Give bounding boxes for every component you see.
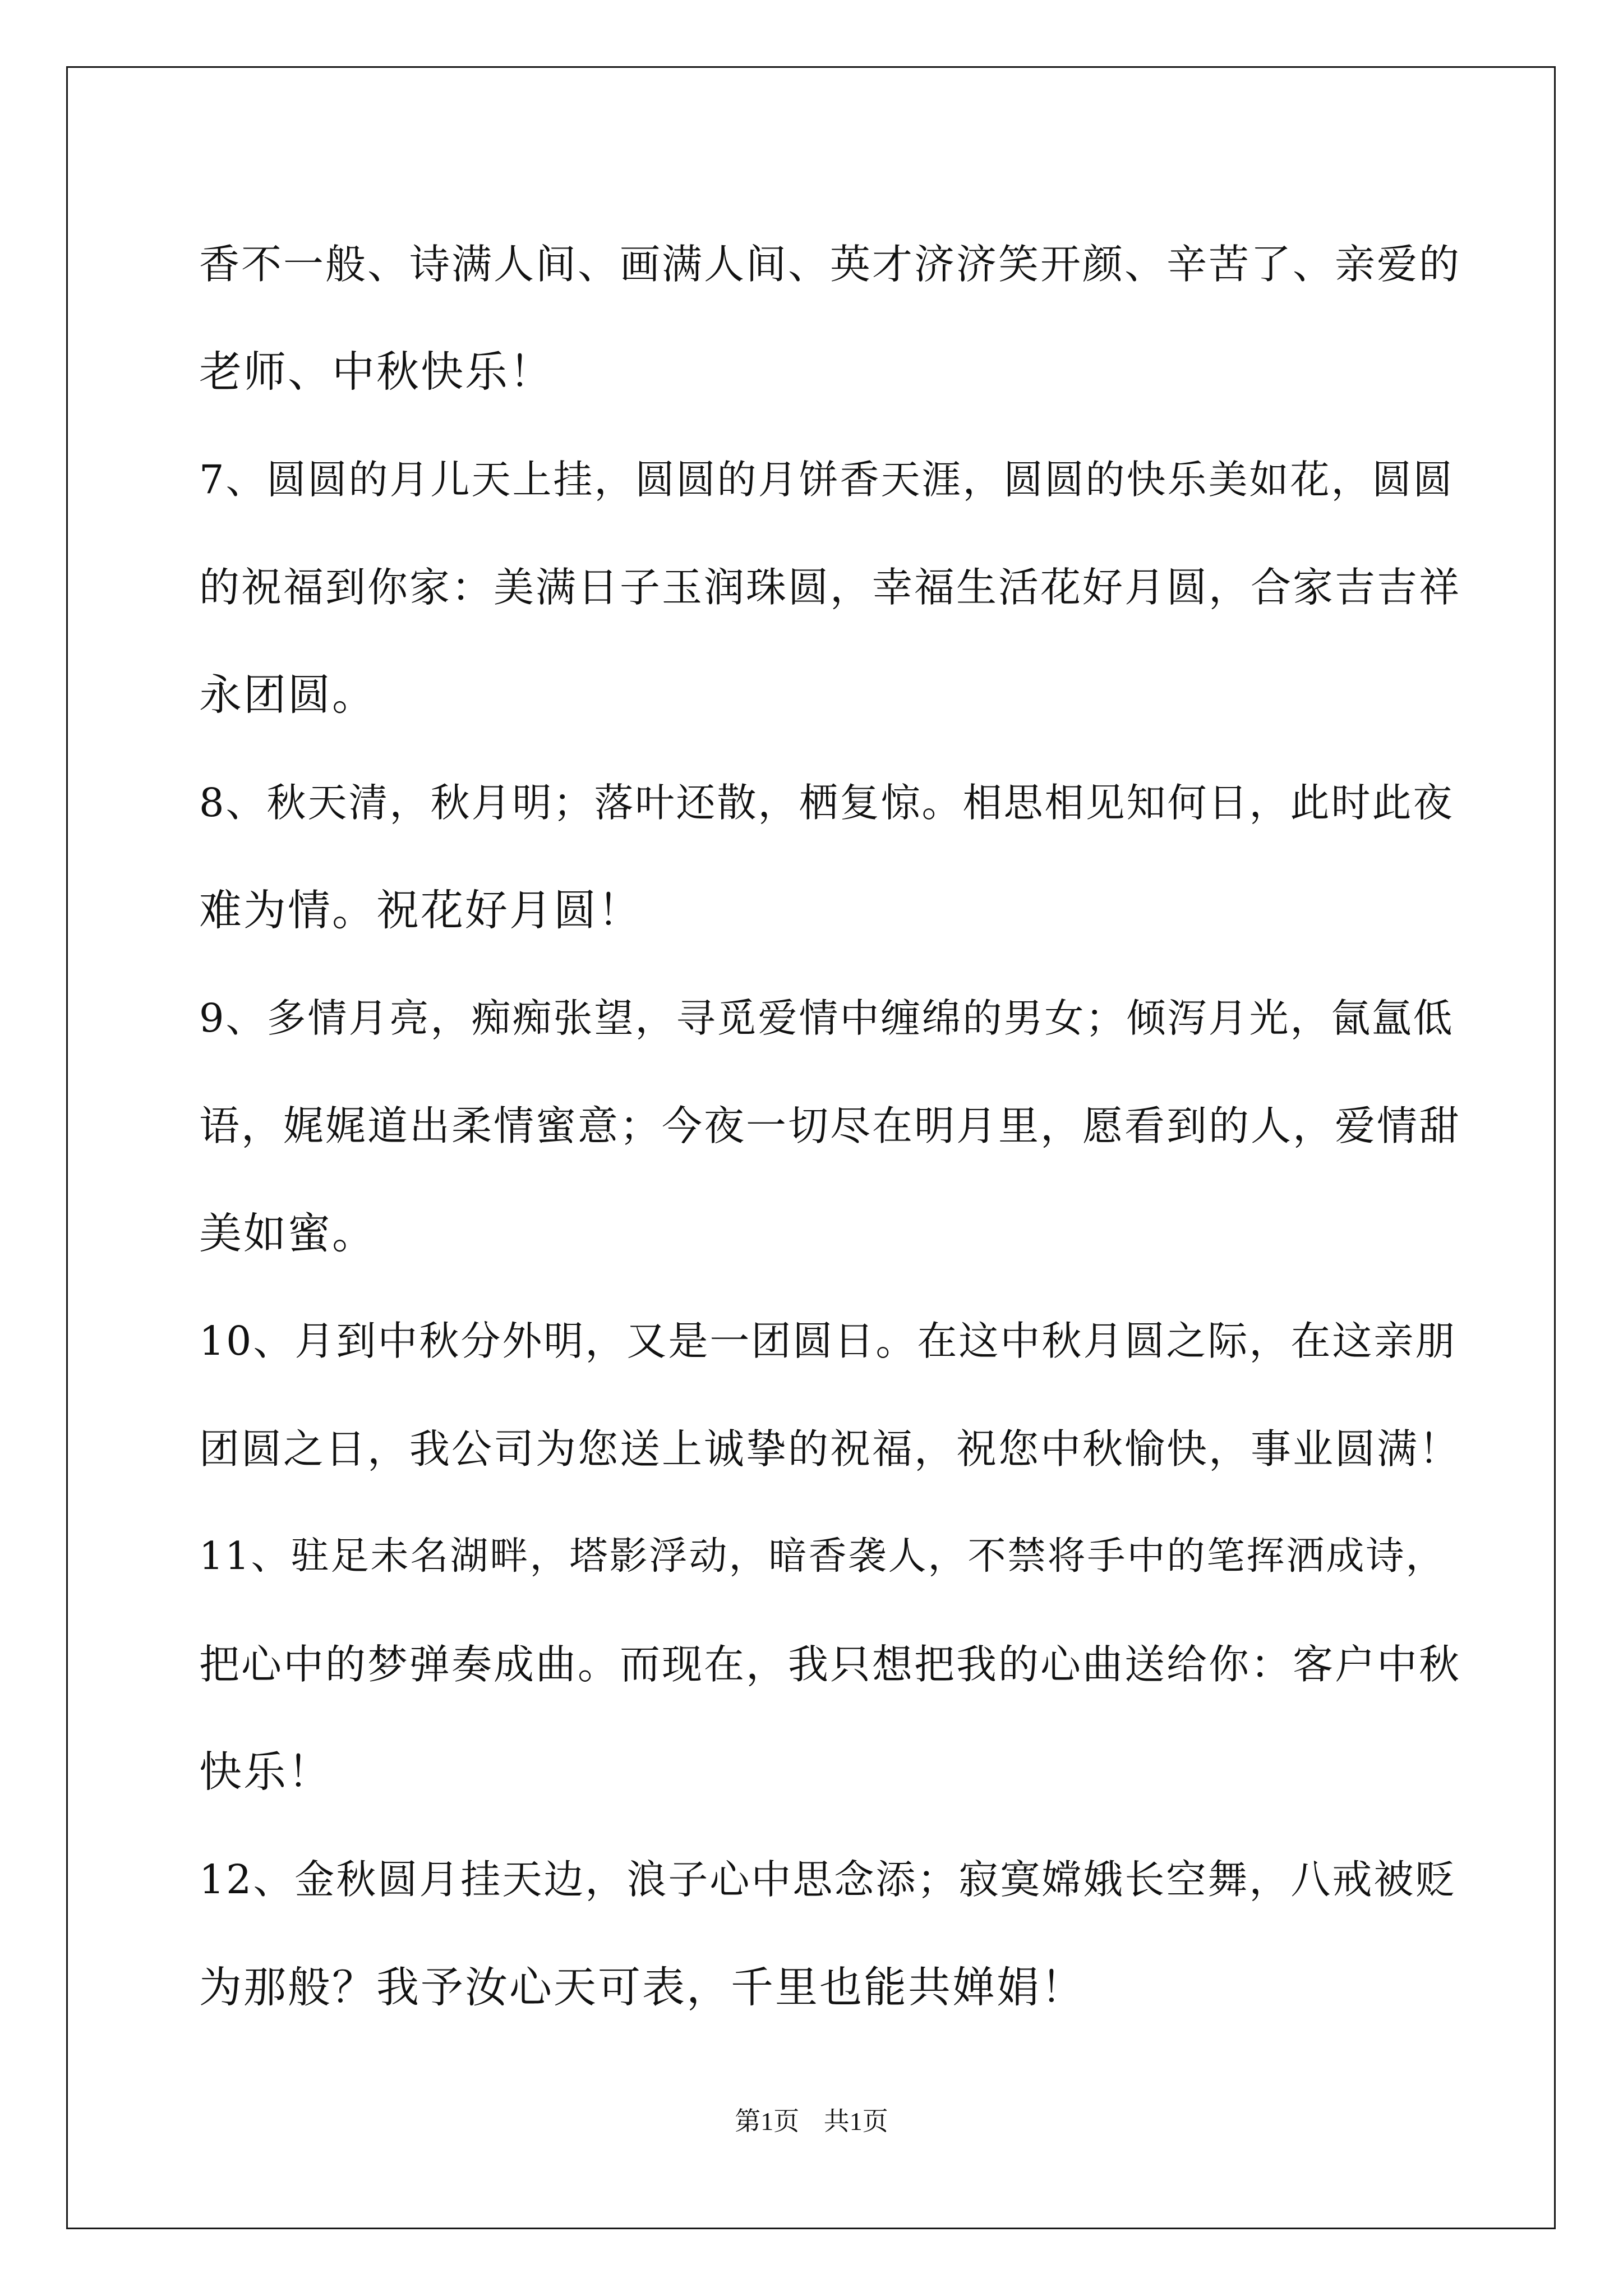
text-line: 7、圆圆的月儿天上挂，圆圆的月饼香天涯，圆圆的快乐美如花，圆圆 [199,457,1454,503]
paragraph-8 [199,749,1461,964]
paragraph-9 [199,964,1461,1287]
paragraph-continuation [199,210,1461,426]
text-line: 11、驻足未名湖畔，塔影浮动，暗香袭人，不禁将手中的笔挥洒成诗， [199,1534,1446,1579]
text-line: 香不一般、诗满人间、画满人间、英才济济笑开颜、辛苦了、亲爱的 [199,241,1461,288]
text-line: 永团圆。 [199,670,376,720]
paragraph-12 [199,1826,1461,2041]
text-line: 9、多情月亮，痴痴张望，寻觅爱情中缠绵的男女；倾泻月光，氤氲低 [199,995,1454,1041]
text-line: 难为情。祝花好月圆！ [199,885,642,935]
text-line: 的祝福到你家：美满日子玉润珠圆，幸福生活花好月圆，合家吉吉祥 [199,564,1461,611]
text-line: 快乐！ [199,1747,332,1797]
paragraph-7 [199,426,1461,749]
text-line: 8、秋天清，秋月明；落叶还散，栖复惊。相思相见知何日，此时此夜 [199,780,1454,826]
document-body [199,210,1461,2041]
paragraph-10 [199,1287,1461,1503]
text-line: 美如蜜。 [199,1208,376,1258]
total-pages: 共1页 [823,2107,888,2136]
page-number: 第1页 [735,2107,800,2136]
text-line: 老师、中秋快乐！ [199,347,554,397]
text-line: 团圆之日，我公司为您送上诚挚的祝福，祝您中秋愉快，事业圆满！ [199,1425,1461,1473]
text-line: 10、月到中秋分外明，又是一团圆日。在这中秋月圆之际，在这亲朋 [199,1318,1457,1364]
page-footer [0,2101,1623,2138]
text-line: 为那般？我予汝心天可表，千里也能共婵娟！ [199,1962,1085,2012]
text-line: 12、金秋圆月挂天边，浪子心中思念添；寂寞嫦娥长空舞，八戒被贬 [199,1856,1457,1903]
paragraph-11 [199,1503,1461,1826]
text-line: 语，娓娓道出柔情蜜意；今夜一切尽在明月里，愿看到的人，爱情甜 [199,1102,1461,1149]
text-line: 把心中的梦弹奏成曲。而现在，我只想把我的心曲送给你：客户中秋 [199,1641,1461,1688]
